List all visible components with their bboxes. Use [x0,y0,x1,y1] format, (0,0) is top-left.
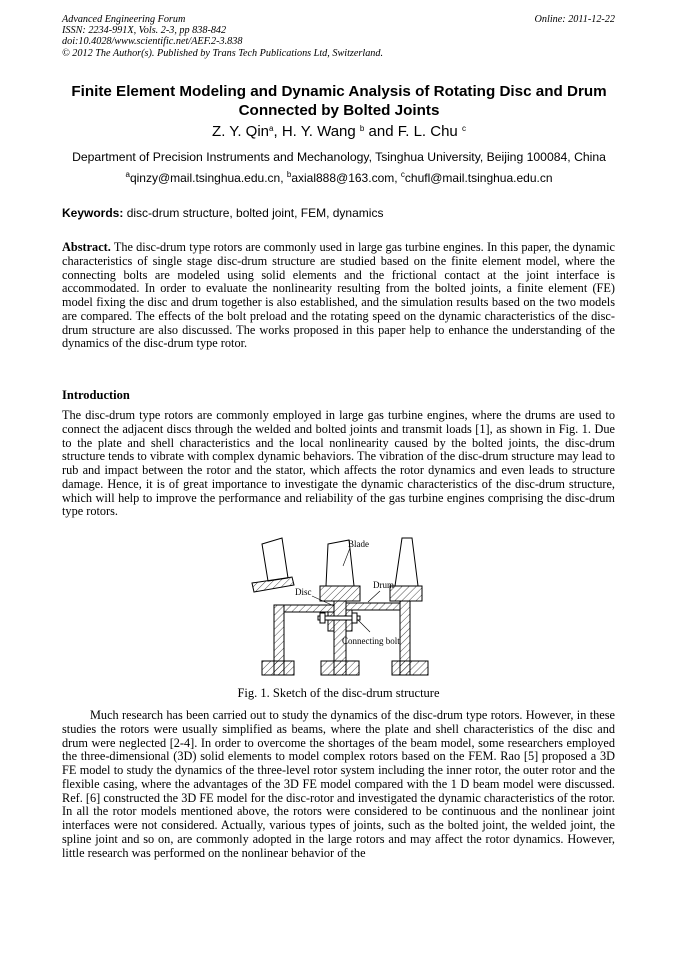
copyright: © 2012 The Author(s). Published by Trans Tech Publications Ltd, Switzerland. [62,47,384,59]
email-link[interactable]: axial888@163.com, [291,171,401,185]
abstract-label: Abstract. [62,240,111,254]
label-blade: Blade [348,539,369,549]
abstract [62,241,615,351]
keywords-label: Keywords: [62,206,124,220]
section-heading-introduction: Introduction [62,388,130,402]
authors [40,123,638,140]
blade-left [262,538,288,581]
drum-right [346,603,400,610]
disc-rim-middle [320,586,360,601]
journal-header [62,14,383,59]
keywords [62,206,383,220]
intro-paragraph-2: Much research has been carried out to study the dynamics of the disc-drum type rotors. However, in these studies the rotors were usually simplified as beams, where the plate and shell characteristics of the disc and drum were neglected [2-4]. In order to overcome the shortages of the beam model, some researchers employed the three-dimensional (3D) solid elements to model complex rotors based on the FEM. Rao [5] proposed a 3D FE model to study the dynamics of the three-level rotor system including the inner rotor, the outer rotor and the flexible casing, where the advantages of the 3D FE model compared with the 1 D beam model were discussed. Ref. [6] constructed the 3D FE model for the disc-rotor and investigated the dynamic characteristics of the rotor. In all the rotor models mentioned above, the rotors were considered to be continuous and the nonlinear joint interfaces were not considered. Actually, various types of joints, such as the bolted joint, the welded joint, the spline joint and so on, are commonly adopted in the large rotors and may affect the rotor dynamics. However, little research was performed on the nonlinear behavior of the [62,708,615,860]
leader-bolt [358,620,370,632]
paper-title: Finite Element Modeling and Dynamic Analysis of Rotating Disc and Drum Connected by Bolted Joints [71,83,607,119]
email-link[interactable]: chufl@mail.tsinghua.edu.cn [404,171,553,185]
affiliation: Department of Precision Instruments and Mechanology, Tsinghua University, Beijing 100084, China [72,150,606,164]
disc-hub-middle [321,661,359,675]
author-affil-mark: c [461,124,466,133]
label-connecting-bolt: Connecting bolt [342,636,400,646]
issn: ISSN: 2234-991X, Vols. 2-3, pp 838-842 [62,25,227,37]
email-mark: b [286,170,292,179]
leader-drum [368,591,380,602]
doi: doi:10.4028/www.scientific.net/AEF.2-3.838 [62,36,243,48]
author: H. Y. Wang [281,123,360,140]
author: F. L. Chu [397,123,462,140]
disc-hub-left [262,661,294,675]
separator: , [273,123,282,140]
blade-right [395,538,418,586]
disc-hub-right [392,661,428,675]
emails [40,171,638,185]
label-drum: Drum [373,580,394,590]
figure-caption: Fig. 1. Sketch of the disc-drum structure [237,686,440,700]
email-mark: c [400,170,405,179]
intro-paragraph-1: The disc-drum type rotors are commonly employed in large gas turbine engines, where the drums are used to connect the adjacent discs through the welded and bolted joints and transmit loads [1], as shown in Fig. 1. Due to the plate and shell characteristics and the local nonlinearity caused by the bolted joints, the disc-drum structure tends to vibrate with complex dynamic behaviors. The vibration of the disc-drum structure may lead to rub and impact between the rotor and the stator, which affects the rotor dynamics and even leads to structure damage. Hence, it is of great importance to investigate the dynamic characteristics of the disc-drum structure, which will help to improve the performance and reliability of the gas turbine engines comprising the disc-drum type rotors. [62,408,615,519]
email-link[interactable]: qinzy@mail.tsinghua.edu.cn, [129,171,287,185]
online-date: Online: 2011-12-22 [534,14,615,25]
author-affil-mark: a [269,124,274,133]
figure-disc-drum-sketch [240,536,440,686]
label-disc: Disc [295,587,312,597]
journal-name: Advanced Engineering Forum [62,14,186,25]
keywords-text: disc-drum structure, bolted joint, FEM, dynamics [123,206,384,220]
flange-left [328,612,334,631]
email-mark: a [125,170,130,179]
author-affil-mark: b [359,124,365,133]
drum-left [284,605,334,612]
separator: and [364,123,398,140]
abstract-text: The disc-drum type rotors are commonly used in large gas turbine engines. In this paper, the dynamic characteristics of single stage disc-drum structure are studied based on the finite element model, where the connecting bolts are modeled using solid elements and the frictional contact at the joint interface is accommodated. In order to evaluate the nonlinearity resulting from the bolted joints, a finite element (FE) model fixing the disc and drum together is also established, and the simulation results based on the two models are compared. The effects of the bolt preload and the rotating speed on the dynamic characteristics of the disc-drum structure are also discussed. The works proposed in this paper help to enhance the understanding of the dynamics of the disc-drum type rotor. [62,240,615,351]
author: Z. Y. Qin [212,123,270,140]
disc-rim-right [390,586,422,601]
